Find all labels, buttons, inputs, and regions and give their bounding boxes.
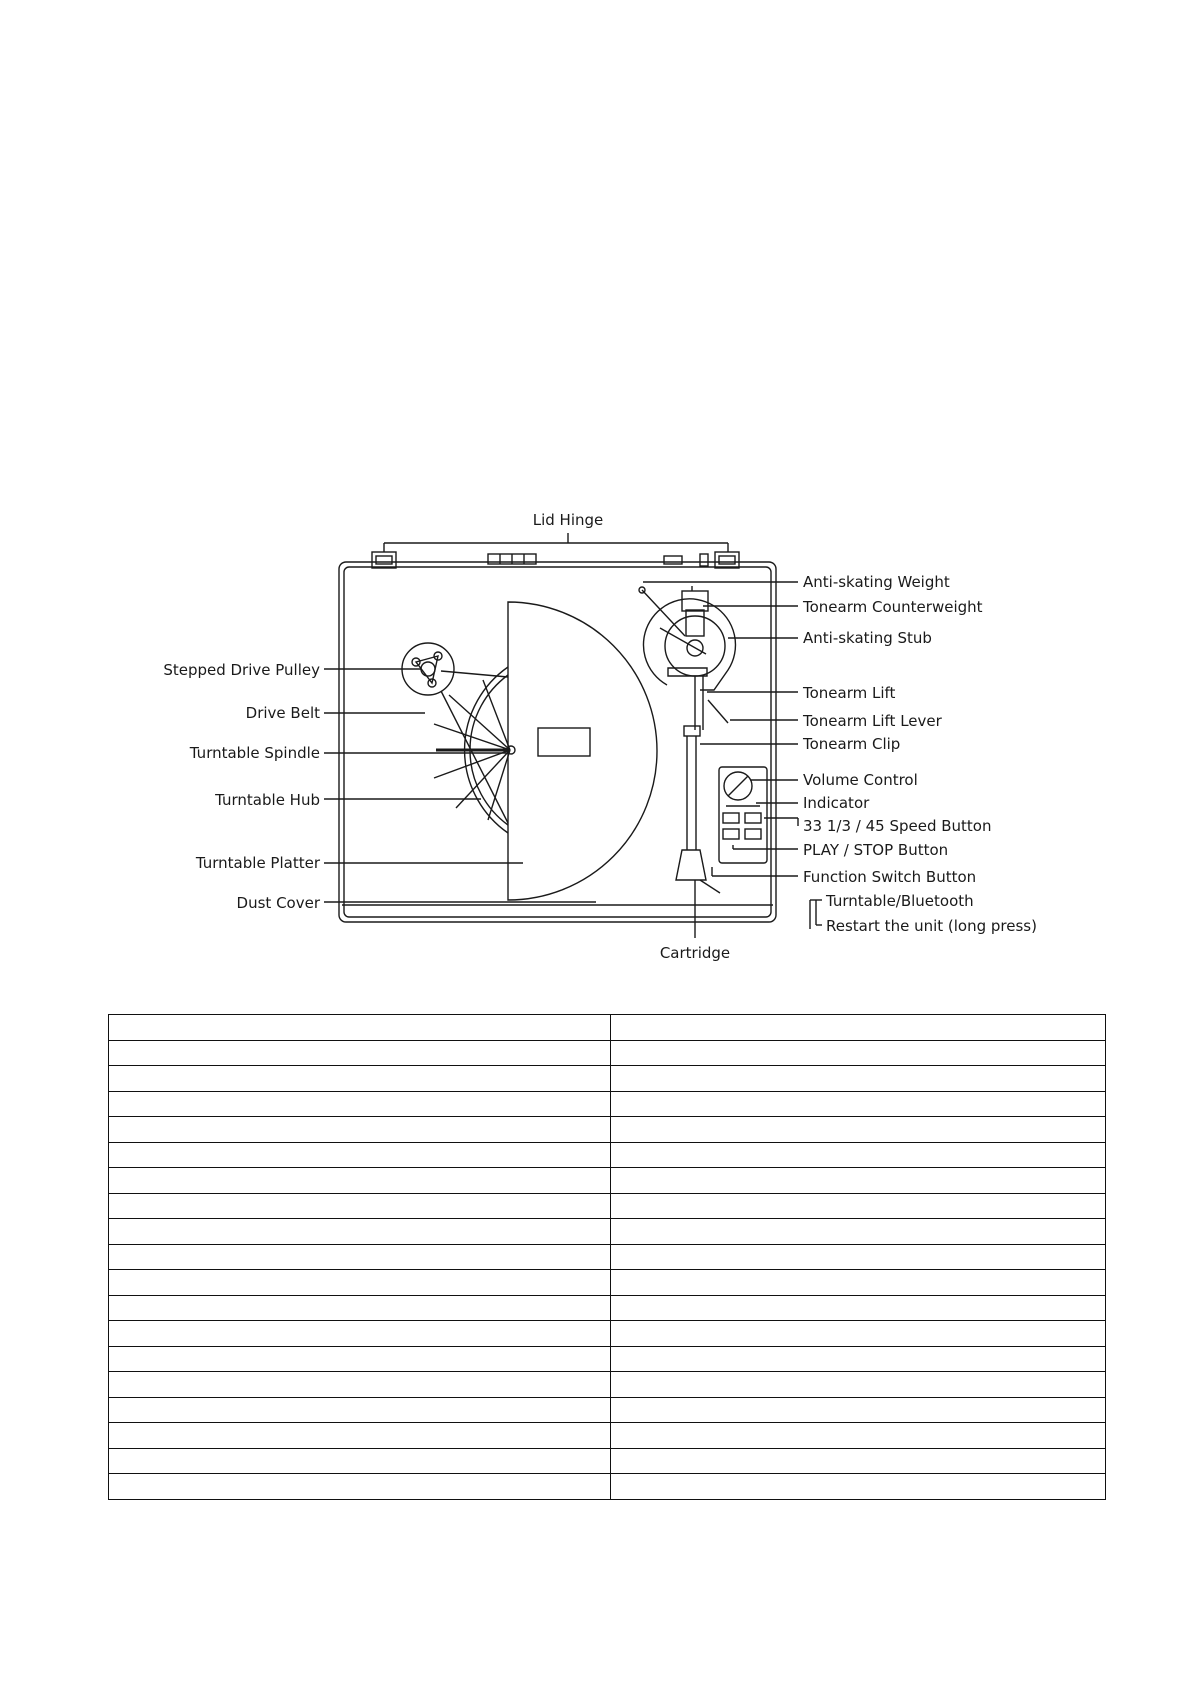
table-cell (611, 1168, 1106, 1194)
table-row (109, 1168, 1106, 1194)
label-anti-skating-stub: Anti-skating Stub (803, 629, 932, 647)
table-cell (109, 1219, 611, 1245)
table-cell (611, 1091, 1106, 1117)
label-turntable-bluetooth: Turntable/Bluetooth (826, 892, 974, 910)
table-cell (611, 1142, 1106, 1168)
table-cell (611, 1193, 1106, 1219)
label-stepped-drive-pulley: Stepped Drive Pulley (163, 661, 320, 679)
table-row (109, 1066, 1106, 1092)
leader-lines (324, 533, 822, 938)
label-dust-cover: Dust Cover (236, 894, 320, 912)
label-indicator: Indicator (803, 794, 870, 812)
table-row (109, 1448, 1106, 1474)
lid-hinge-parts (372, 552, 739, 568)
table-cell (611, 1321, 1106, 1347)
table-cell (611, 1015, 1106, 1041)
table-cell (109, 1372, 611, 1398)
label-play-stop-button: PLAY / STOP Button (803, 841, 949, 859)
table-row (109, 1270, 1106, 1296)
table-row (109, 1040, 1106, 1066)
label-turntable-spindle: Turntable Spindle (189, 744, 320, 762)
table-row (109, 1244, 1106, 1270)
table-row (109, 1219, 1106, 1245)
table-cell (611, 1219, 1106, 1245)
dust-cover-outline (508, 602, 657, 900)
tonearm-assembly (639, 586, 735, 893)
table-cell (109, 1066, 611, 1092)
turntable-cabinet (339, 562, 776, 922)
table-cell (109, 1295, 611, 1321)
label-tonearm-lift: Tonearm Lift (803, 684, 896, 702)
table-cell (109, 1270, 611, 1296)
parts-table (108, 1014, 1106, 1500)
table-row (109, 1372, 1106, 1398)
table-row (109, 1321, 1106, 1347)
table-cell (109, 1168, 611, 1194)
label-tonearm-lift-lever: Tonearm Lift Lever (803, 712, 942, 730)
drive-belt-lines (441, 671, 508, 823)
table-cell (109, 1040, 611, 1066)
label-anti-skating-weight: Anti-skating Weight (803, 573, 950, 591)
label-restart-unit: Restart the unit (long press) (826, 917, 1037, 935)
parts-table-body (109, 1015, 1106, 1500)
label-drive-belt: Drive Belt (245, 704, 320, 722)
table-cell (109, 1474, 611, 1500)
label-function-switch-button: Function Switch Button (803, 868, 977, 886)
table-cell (109, 1193, 611, 1219)
table-cell (611, 1270, 1106, 1296)
table-row (109, 1142, 1106, 1168)
table-row (109, 1346, 1106, 1372)
table-cell (109, 1015, 611, 1041)
table-row (109, 1474, 1106, 1500)
table-row (109, 1193, 1106, 1219)
table-cell (109, 1423, 611, 1449)
label-turntable-hub: Turntable Hub (215, 791, 320, 809)
label-turntable-platter: Turntable Platter (195, 854, 320, 872)
table-cell (611, 1448, 1106, 1474)
table-row (109, 1015, 1106, 1041)
label-volume-control: Volume Control (803, 771, 918, 789)
table-row (109, 1397, 1106, 1423)
label-speed-button: 33 1/3 / 45 Speed Button (803, 817, 992, 835)
label-tonearm-clip: Tonearm Clip (803, 735, 901, 753)
table-cell (109, 1346, 611, 1372)
table-cell (611, 1244, 1106, 1270)
label-lid-hinge: Lid Hinge (532, 511, 604, 529)
table-cell (109, 1117, 611, 1143)
table-cell (611, 1397, 1106, 1423)
table-cell (109, 1244, 611, 1270)
label-cartridge: Cartridge (659, 944, 731, 962)
table-cell (611, 1474, 1106, 1500)
table-cell (109, 1448, 611, 1474)
table-row (109, 1091, 1106, 1117)
table-cell (611, 1372, 1106, 1398)
table-cell (611, 1423, 1106, 1449)
label-tonearm-counterweight: Tonearm Counterweight (803, 598, 983, 616)
table-cell (109, 1142, 611, 1168)
table-cell (611, 1346, 1106, 1372)
table-row (109, 1295, 1106, 1321)
table-cell (611, 1295, 1106, 1321)
table-cell (109, 1091, 611, 1117)
table-cell (611, 1117, 1106, 1143)
table-cell (109, 1321, 611, 1347)
table-row (109, 1117, 1106, 1143)
table-cell (611, 1040, 1106, 1066)
table-row (109, 1423, 1106, 1449)
table-cell (611, 1066, 1106, 1092)
table-cell (109, 1397, 611, 1423)
